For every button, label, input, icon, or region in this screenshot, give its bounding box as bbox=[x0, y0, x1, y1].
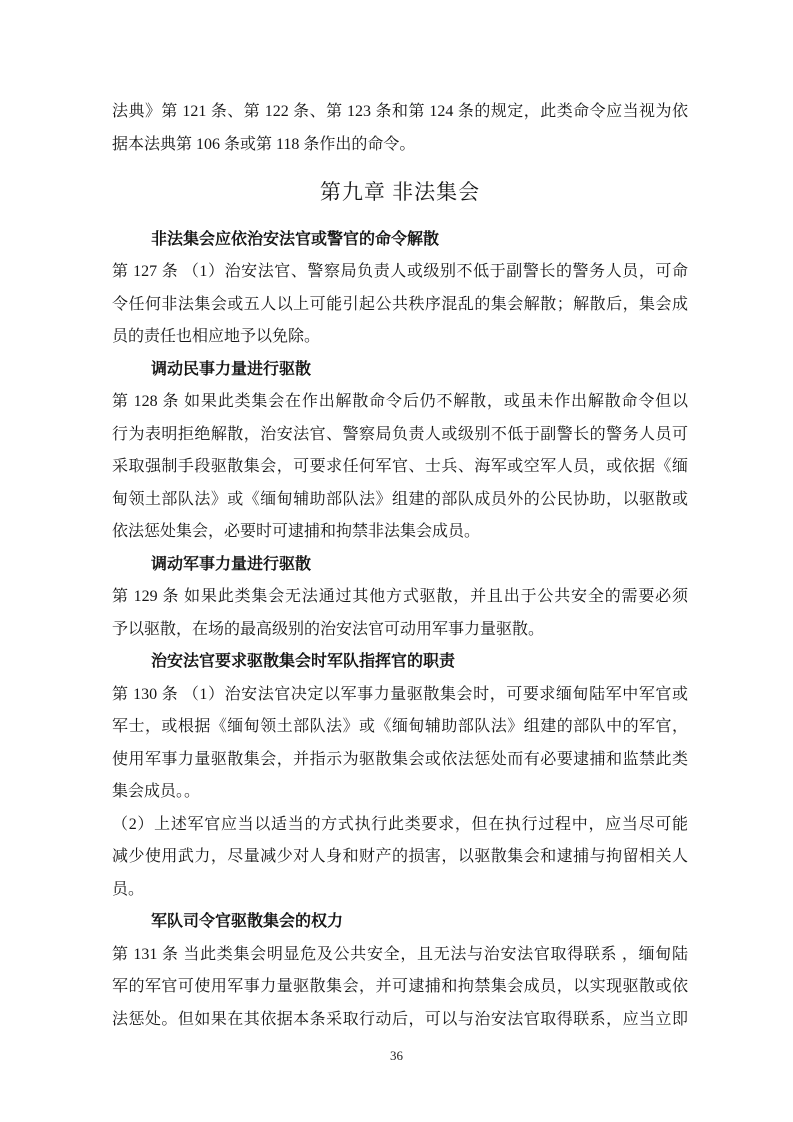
paragraph bbox=[112, 386, 688, 549]
text-line: 第 127 条 （1）治安法官、警察局负责人或级别不低于副警长的警务人员，可命 bbox=[112, 263, 688, 280]
text-line: 第 128 条 如果此类集会在作出解散命令后仍不解散，或虽未作出解散命令但以 bbox=[112, 393, 688, 410]
text-line: 法典》第 121 条、第 122 条、第 123 条和第 124 条的规定，此类命令应当视为依 bbox=[112, 103, 688, 120]
text-line: 治安法官要求驱散集会时军队指挥官的职责 bbox=[151, 653, 456, 670]
document-content bbox=[112, 96, 688, 1036]
text-line: 调动民事力量进行驱散 bbox=[151, 360, 312, 378]
paragraph bbox=[112, 679, 688, 809]
text-line: 军队司令官驱散集会的权力 bbox=[151, 913, 344, 930]
chapter-heading bbox=[112, 176, 688, 209]
paragraph bbox=[112, 256, 688, 354]
section-heading bbox=[112, 354, 688, 387]
paragraph bbox=[112, 809, 688, 907]
text-line: 员的责任也相应地予以免除。 bbox=[112, 328, 321, 345]
text-line: 第 129 条 如果此类集会无法通过其他方式驱散，并且出于公共安全的需要必须 bbox=[112, 588, 688, 605]
text-line: 军士，或根据《缅甸领土部队法》或《缅甸辅助部队法》组建的部队中的军官， bbox=[112, 718, 688, 735]
text-line: 法惩处。但如果在其依据本条采取行动后，可以与治安法官取得联系，应当立即 bbox=[112, 1010, 688, 1028]
paragraph bbox=[112, 581, 688, 646]
text-line: 依法惩处集会，必要时可逮捕和拘禁非法集会成员。 bbox=[112, 523, 481, 540]
text-line: 非法集会应依治安法官或警官的命令解散 bbox=[151, 230, 440, 248]
section-heading bbox=[112, 906, 688, 939]
text-line: 第九章 非法集会 bbox=[319, 180, 481, 204]
text-line: 令任何非法集会或五人以上可能引起公共秩序混乱的集会解散；解散后，集会成 bbox=[112, 295, 688, 313]
section-heading bbox=[112, 224, 688, 257]
text-line: 使用军事力量驱散集会，并指示为驱散集会或依法惩处而有必要逮捕和监禁此类 bbox=[112, 750, 688, 768]
text-line: 员。 bbox=[112, 880, 145, 898]
text-line: 甸领土部队法》或《缅甸辅助部队法》组建的部队成员外的公民协助，以驱散或 bbox=[112, 490, 688, 508]
section-heading bbox=[112, 549, 688, 582]
paragraph bbox=[112, 96, 688, 161]
text-line: 采取强制手段驱散集会，可要求任何军官、士兵、海军或空军人员，或依据《缅 bbox=[112, 458, 688, 475]
text-line: 第 130 条 （1）治安法官决定以军事力量驱散集会时，可要求缅甸陆军中军官或 bbox=[112, 685, 688, 703]
text-line: 军的军官可使用军事力量驱散集会，并可逮捕和拘禁集会成员，以实现驱散或依 bbox=[112, 978, 688, 995]
text-line: 行为表明拒绝解散，治安法官、警察局负责人或级别不低于副警长的警务人员可 bbox=[112, 425, 688, 443]
text-line: 第 131 条 当此类集会明显危及公共安全，且无法与治安法官取得联系 ，缅甸陆 bbox=[112, 945, 688, 963]
section-heading bbox=[112, 646, 688, 679]
text-line: 减少使用武力，尽量减少对人身和财产的损害，以驱散集会和逮捕与拘留相关人 bbox=[112, 848, 688, 865]
text-line: （2）上述军官应当以适当的方式执行此类要求，但在执行过程中，应当尽可能 bbox=[112, 815, 688, 833]
text-line: 予以驱散，在场的最高级别的治安法官可动用军事力量驱散。 bbox=[112, 620, 545, 638]
page-number: 36 bbox=[390, 1048, 403, 1063]
text-line: 据本法典第 106 条或第 118 条作出的命令。 bbox=[112, 135, 416, 153]
text-line: 调动军事力量进行驱散 bbox=[151, 555, 312, 573]
text-line: 集会成员。。 bbox=[112, 783, 201, 800]
paragraph bbox=[112, 939, 688, 1037]
